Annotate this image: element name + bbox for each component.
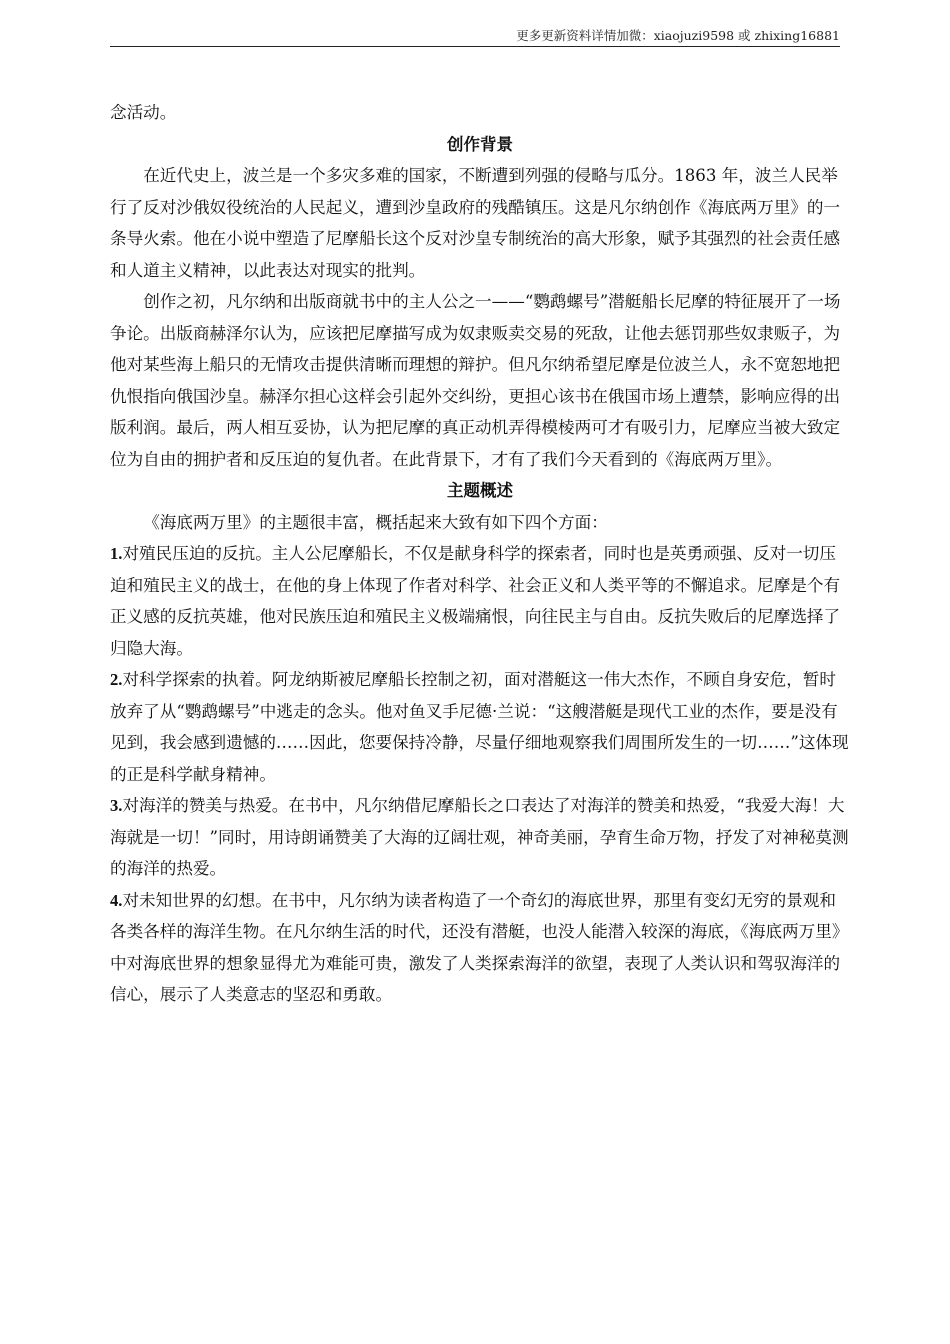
theme-item-text: 对殖民压迫的反抗。主人公尼摩船长，不仅是献身科学的探索者，同时也是英勇顽强、反对一切压迫和殖民主义的战士，在他的身上体现了作者对科学、社会正义和人类平等的不懈追求。尼摩是个有正义感的反抗英雄，他对民族压迫和殖民主义极端痛恨，向往民主与自由。反抗失败后的尼摩选择了归隐大海。: [110, 544, 841, 658]
theme-item-number: 3.: [110, 796, 123, 815]
theme-item-4: [110, 885, 850, 1011]
theme-item-2: [110, 664, 850, 790]
theme-item-3: [110, 790, 850, 885]
background-paragraph-2: 创作之初，凡尔纳和出版商就书中的主人公之一——“鹦鹉螺号”潜艇船长尼摩的特征展开了一场争论。出版商赫泽尔认为，应该把尼摩描写成为奴隶贩卖交易的死敌，让他去惩罚那些奴隶贩子，为他对某些海上船只的无情攻击提供清晰而理想的辩护。但凡尔纳希望尼摩是位波兰人，永不宽恕地把仇恨指向俄国沙皇。赫泽尔担心这样会引起外交纠纷，更担心该书在俄国市场上遭禁，影响应得的出版利润。最后，两人相互妥协，认为把尼摩的真正动机弄得模棱两可才有吸引力，尼摩应当被大致定位为自由的拥护者和反压迫的复仇者。在此背景下，才有了我们今天看到的《海底两万里》。: [110, 292, 841, 469]
theme-intro-paragraph: 《海底两万里》的主题很丰富，概括起来大致有如下四个方面：: [143, 512, 608, 532]
theme-item-text: 对海洋的赞美与热爱。在书中，凡尔纳借尼摩船长之口表达了对海洋的赞美和热爱，“我爱大海！大海就是一切！”同时，用诗朗诵赞美了大海的辽阔壮观，神奇美丽，孕育生命万物，抒发了对神秘莫测的海洋的热爱。: [110, 796, 849, 878]
theme-item-text: 对科学探索的执着。阿龙纳斯被尼摩船长控制之初，面对潜艇这一伟大杰作，不顾自身安危，暂时放弃了从“鹦鹉螺号”中逃走的念头。他对鱼叉手尼德·兰说：“这艘潜艇是现代工业的杰作，要是没有见到，我会感到遗憾的……因此，您要保持冷静，尽量仔细地观察我们周围所发生的一切……”这体现的正是科学献身精神。: [110, 670, 849, 784]
theme-item-1: [110, 538, 850, 664]
theme-item-number: 2.: [110, 670, 123, 689]
header-divider: [110, 46, 840, 47]
document-body: [110, 97, 850, 1011]
page-header-note: 更多更新资料详情加微：xiaojuzi9598 或 zhixing16881: [516, 28, 840, 43]
theme-item-number: 1.: [110, 544, 123, 563]
background-paragraph-1: 在近代史上，波兰是一个多灾多难的国家，不断遭到列强的侵略与瓜分。1863 年，波兰人民举行了反对沙俄奴役统治的人民起义，遭到沙皇政府的残酷镇压。这是凡尔纳创作《海底两万里》的一条导火索。他在小说中塑造了尼摩船长这个反对沙皇专制统治的高大形象，赋予其强烈的社会责任感和人道主义精神，以此表达对现实的批判。: [110, 166, 841, 280]
theme-item-number: 4.: [110, 890, 123, 910]
theme-item-text: 对未知世界的幻想。在书中，凡尔纳为读者构造了一个奇幻的海底世界，那里有变幻无穷的景观和各类各样的海洋生物。在凡尔纳生活的时代，还没有潜艇，也没人能潜入较深的海底，《海底两万里》中对海底世界的想象显得尤为难能可贵，激发了人类探索海洋的欲望，表现了人类认识和驾驭海洋的信心，展示了人类意志的坚忍和勇敢。: [110, 890, 849, 1004]
section-heading-background: 创作背景: [447, 134, 513, 154]
section-heading-theme: 主题概述: [447, 481, 513, 500]
continued-paragraph-fragment: 念活动。: [110, 103, 177, 122]
